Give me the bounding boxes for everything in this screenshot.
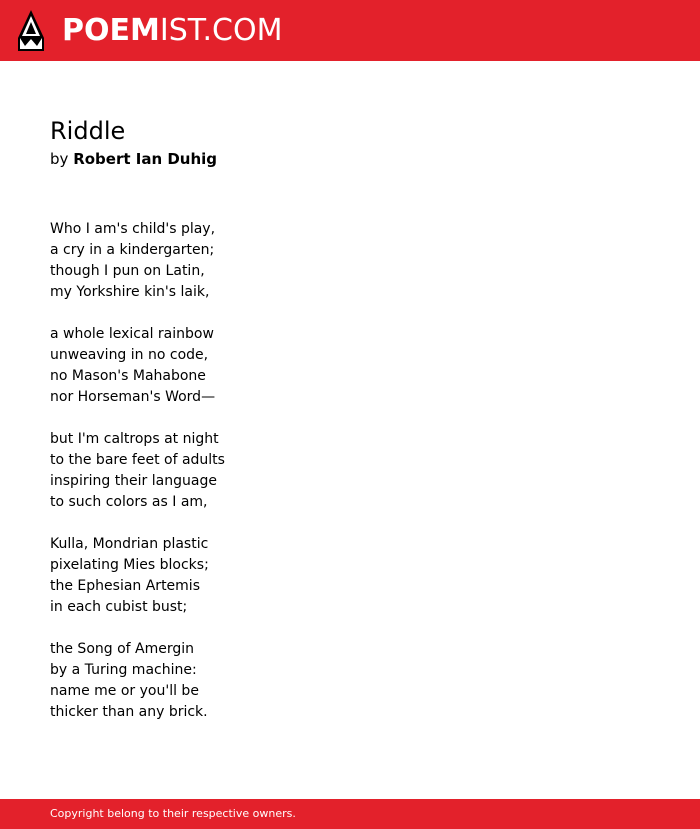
pencil-tip-icon[interactable]	[18, 10, 44, 51]
poem-line: Kulla, Mondrian plastic	[50, 536, 209, 552]
poem-line: the Song of Amergin	[50, 641, 195, 657]
byline	[50, 148, 217, 170]
poem-line: my Yorkshire kin's laik,	[50, 284, 210, 300]
logo-bold-text: POEM	[62, 13, 160, 48]
poem-body	[50, 219, 650, 744]
poem-line: nor Horseman's Word—	[50, 389, 216, 405]
poem-line: pixelating Mies blocks;	[50, 557, 209, 573]
poem-line: to the bare feet of adults	[50, 452, 225, 468]
stanza	[50, 534, 650, 618]
poem-line: by a Turing machine:	[50, 662, 197, 678]
poem-line: a whole lexical rainbow	[50, 326, 214, 342]
stanza	[50, 219, 650, 303]
poem-line: though I pun on Latin,	[50, 263, 205, 279]
site-logo[interactable]	[62, 12, 282, 50]
poem-line: inspiring their language	[50, 473, 217, 489]
stanza	[50, 429, 650, 513]
poem-line: Who I am's child's play,	[50, 221, 216, 237]
poem-line: thicker than any brick.	[50, 704, 208, 720]
poem-line: in each cubist bust;	[50, 599, 188, 615]
poem-title: Riddle	[50, 117, 126, 145]
poem-line: name me or you'll be	[50, 683, 199, 699]
copyright-notice: Copyright belong to their respective owners.	[50, 807, 296, 820]
stanza	[50, 324, 650, 408]
poem-line: but I'm caltrops at night	[50, 431, 219, 447]
poem-line: the Ephesian Artemis	[50, 578, 200, 594]
poem-line: a cry in a kindergarten;	[50, 242, 215, 258]
site-footer	[0, 799, 700, 829]
stanza	[50, 639, 650, 723]
poem-line: no Mason's Mahabone	[50, 368, 206, 384]
poem-line: unweaving in no code,	[50, 347, 209, 363]
logo-light-text: IST.COM	[159, 13, 283, 48]
poem-line: to such colors as I am,	[50, 494, 208, 510]
site-header	[0, 0, 700, 61]
byline-prefix: by	[50, 150, 69, 168]
author-name: Robert Ian Duhig	[73, 150, 218, 168]
